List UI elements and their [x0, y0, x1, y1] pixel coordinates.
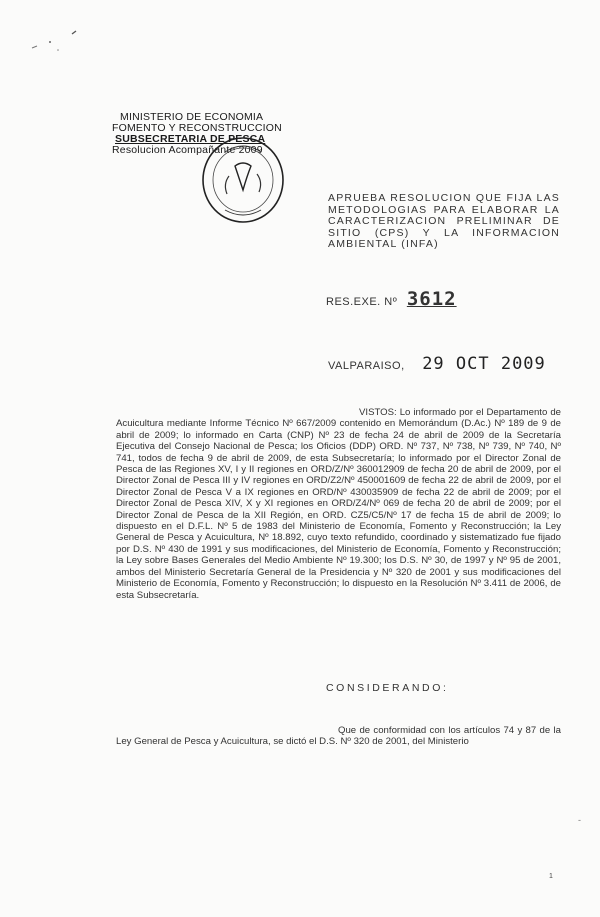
margin-mark: -	[578, 815, 581, 825]
resolution-subject: APRUEBA RESOLUCION QUE FIJA LAS METODOLOGIAS PARA ELABORAR LA CARACTERIZACION PRELIMINAR DE SITIO (CPS) Y LA INFORMACION AMBIENTAL (INFA)	[328, 192, 560, 250]
official-seal-stamp	[195, 130, 295, 230]
resolution-type-line: Resolucion Acompañante 2009	[112, 144, 263, 156]
date-stamp: 29 OCT 2009	[422, 354, 546, 374]
resolution-number-label: RES.EXE. Nº	[326, 296, 398, 308]
resolution-number-line	[326, 288, 457, 310]
ministry-sub-line: FOMENTO Y RECONSTRUCCION	[112, 122, 282, 134]
considerando-heading: CONSIDERANDO:	[326, 682, 449, 694]
ministry-line: MINISTERIO DE ECONOMIA	[120, 111, 264, 123]
considerando-paragraph: Que de conformidad con los artículos 74 y 87 de la Ley General de Pesca y Acuicultura, se dictó el D.S. Nº 320 de 2001, del Ministerio	[116, 725, 561, 748]
vistos-section	[116, 407, 561, 601]
scan-specks	[28, 28, 98, 58]
place-label: VALPARAISO,	[328, 360, 405, 372]
resolution-number: 3612	[406, 288, 457, 310]
vistos-paragraph: VISTOS: Lo informado por el Departamento de Acuicultura mediante Informe Técnico Nº 667/2009 contenido en Memorándum (D.Ac.) Nº 189 de 9 de abril de 2009; lo informado en Carta (CNP) Nº 23 de fecha 24 de abril de 2009 de la Secretaría Ejecutiva del Consejo Nacional de Pesca; los Oficios (DDP) ORD. Nº 737, Nº 738, Nº 739, Nº 740, Nº 741, todos de fecha 9 de abril de 2009, de esta Subsecretaría; lo informado por el Director Zonal de Pesca de las Regiones XV, I y II regiones en ORD/Z/Nº 360012909 de fecha 20 de abril de 2009, por el Director Zonal de Pesca III y IV regiones en ORD/Z2/Nº 450001609 de fecha 22 de abril de 2009, por el Director Zonal de Pesca V a IX regiones en ORD/Nº 430035909 de fecha 22 de abril de 2009; por el Director Zonal de Pesca XIV, X y XI regiones en ORD/Z4/Nº 069 de fecha 20 de abril de 2009; por el Director Zonal de Pesca de la XII Región, en ORD. CZ5/C5/Nº 17 de fecha 15 de abril de 2009; lo dispuesto en el D.F.L. Nº 5 de 1983 del Ministerio de Economía, Fomento y Reconstrucción; la Ley General de Pesca y Acuicultura, Nº 18.892, cuyo texto refundido, coordinado y sistematizado fue fijado por D.S. Nº 430 de 1991 y sus modificaciones, del Ministerio de Economía, Fomento y Reconstrucción; la Ley sobre Bases Generales del Medio Ambiente Nº 19.300; los D.S. Nº 30, de 1997 y Nº 95 de 2001, ambos del Ministerio Secretaría General de la Presidencia y Nº 320 de 2001 y sus modificaciones del Ministerio de Economía, Fomento y Reconstrucción; lo dispuesto en la Resolución Nº 3.411 de 2006, de esta Subsecretaría.	[116, 407, 561, 601]
dateline	[328, 354, 546, 374]
subsecretaria-line: SUBSECRETARIA DE PESCA	[115, 133, 266, 145]
page-number: 1	[549, 873, 553, 880]
considerando-section	[116, 725, 561, 748]
